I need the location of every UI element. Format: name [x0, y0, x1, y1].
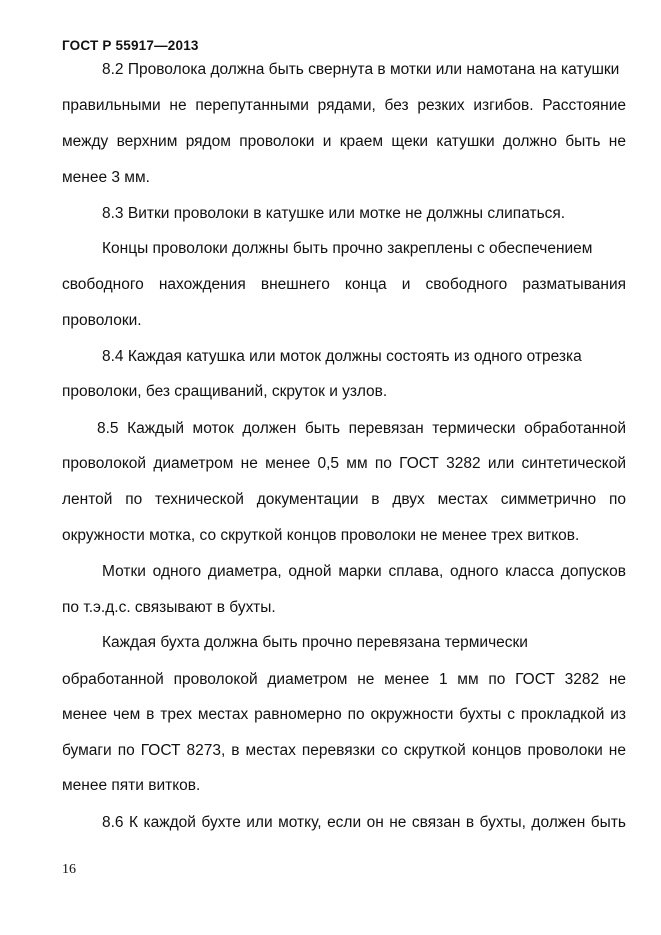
- text-line: между верхним рядом проволоки и краем щеки катушки должно быть не: [62, 133, 626, 150]
- text-line: менее 3 мм.: [62, 169, 150, 186]
- text-line: менее пяти витков.: [62, 777, 201, 794]
- text-line: Каждая бухта должна быть прочно перевязана термически: [102, 634, 528, 651]
- page-number: 16: [62, 862, 76, 877]
- text-line: 8.4 Каждая катушка или моток должны состоять из одного отрезка: [102, 348, 582, 365]
- text-line: бумаги по ГОСТ 8273, в местах перевязки со скруткой концов проволоки не: [62, 742, 626, 759]
- text-line: менее чем в трех местах равномерно по окружности бухты с прокладкой из: [62, 706, 626, 723]
- text-line: 8.3 Витки проволоки в катушке или мотке не должны слипаться.: [102, 205, 566, 222]
- text-line: правильными не перепутанными рядами, без резких изгибов. Расстояние: [62, 97, 626, 114]
- text-line: обработанной проволокой диаметром не менее 1 мм по ГОСТ 3282 не: [62, 671, 626, 688]
- text-line: 8.5 Каждый моток должен быть перевязан термически обработанной: [97, 420, 626, 437]
- text-line: лентой по технической документации в двух местах симметрично по: [62, 491, 626, 508]
- text-line: по т.э.д.с. связывают в бухты.: [62, 599, 276, 616]
- text-line: свободного нахождения внешнего конца и свободного разматывания: [62, 276, 626, 293]
- text-line: Мотки одного диаметра, одной марки сплава, одного класса допусков: [102, 563, 626, 580]
- text-line: 8.2 Проволока должна быть свернута в мотки или намотана на катушки: [102, 61, 620, 78]
- text-line: проволоки, без сращиваний, скруток и узлов.: [62, 383, 388, 400]
- text-line: проволокой диаметром не менее 0,5 мм по ГОСТ 3282 или синтетической: [62, 455, 626, 472]
- text-line: проволоки.: [62, 312, 142, 329]
- text-line: Концы проволоки должны быть прочно закреплены с обеспечением: [102, 240, 593, 257]
- text-line: 8.6 К каждой бухте или мотку, если он не связан в бухты, должен быть: [102, 814, 626, 831]
- text-line: окружности мотка, со скруткой концов проволоки не менее трех витков.: [62, 527, 580, 544]
- document-header: ГОСТ Р 55917—2013: [62, 38, 199, 53]
